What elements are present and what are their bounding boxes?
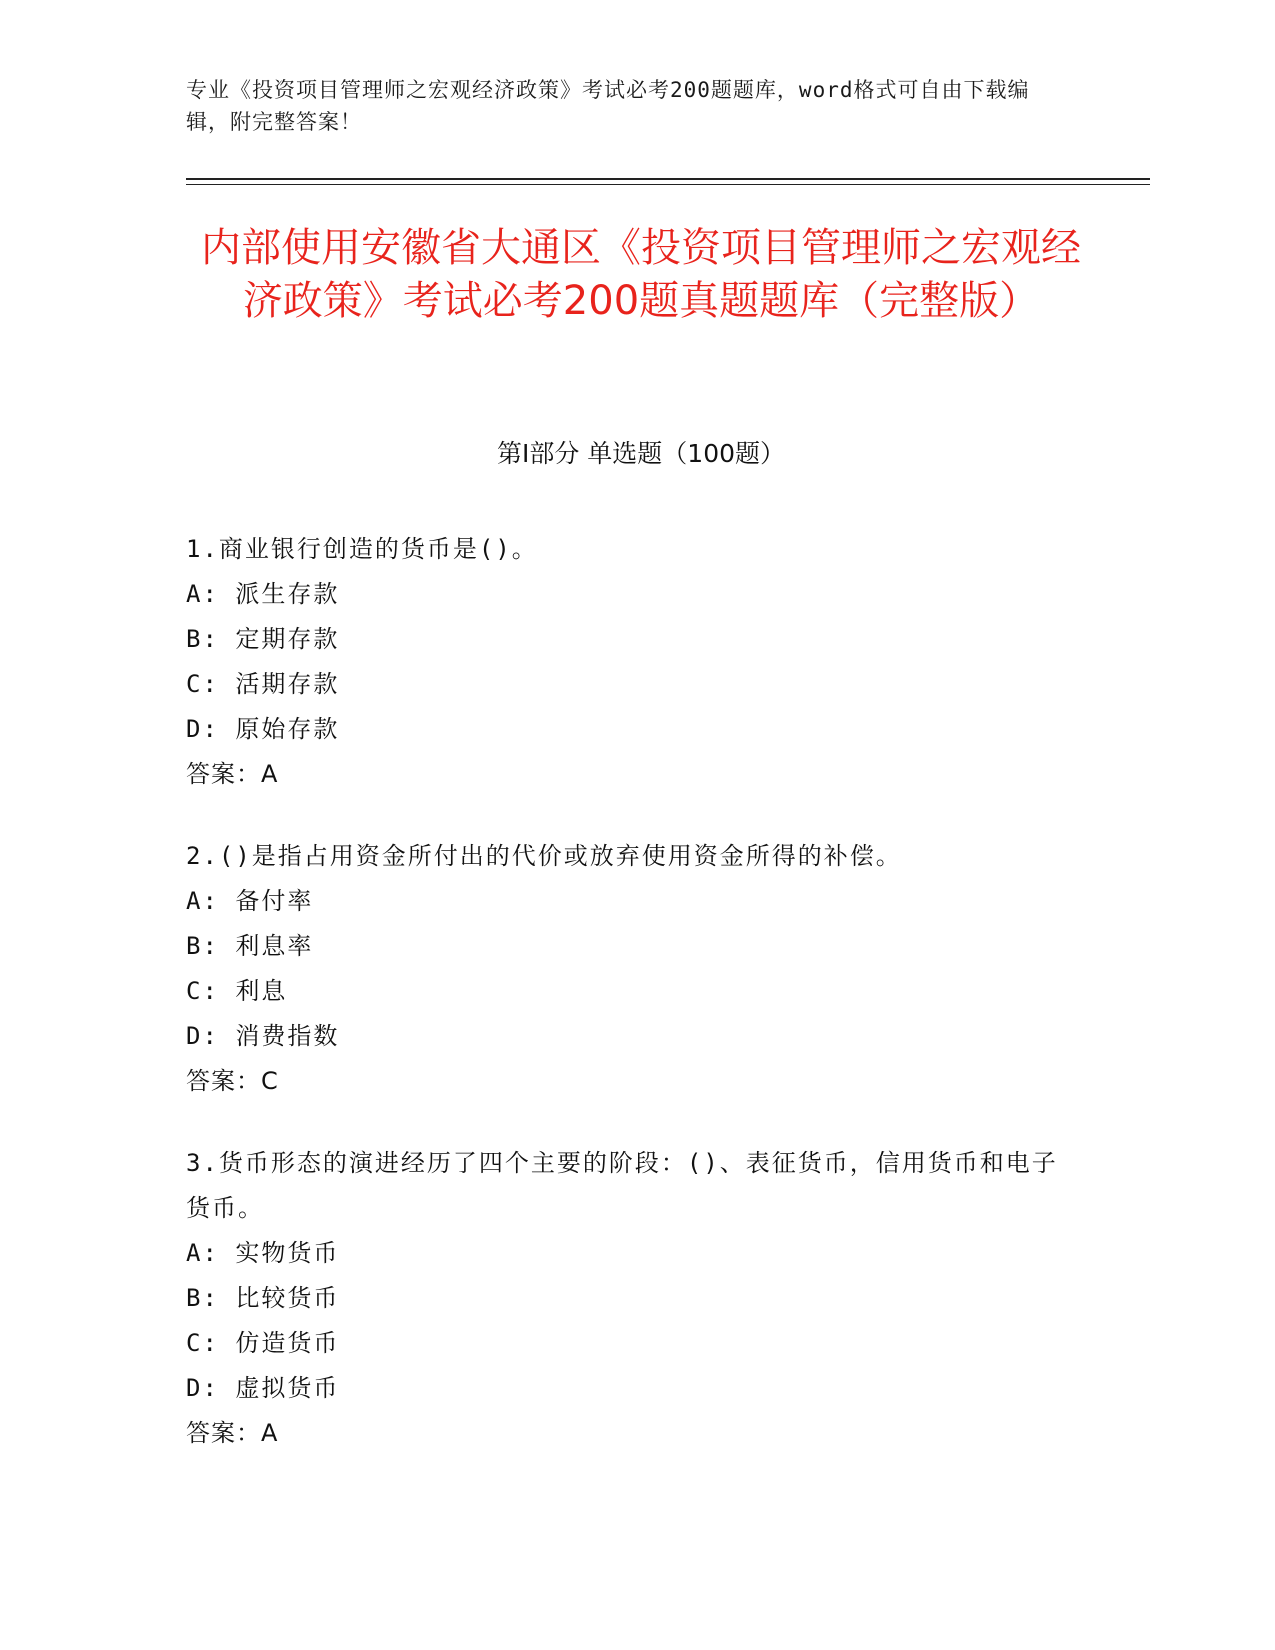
header-divider-thin <box>186 184 1150 185</box>
header-note: 专业《投资项目管理师之宏观经济政策》考试必考200题题库，word格式可自由下载编辑，附完整答案！ <box>186 78 1030 134</box>
question-item <box>186 834 1066 1104</box>
option-a: A: 派生存款 <box>186 580 340 608</box>
option-c: C: 活期存款 <box>186 670 340 698</box>
option-c: C: 仿造货币 <box>186 1329 340 1357</box>
option-d: D: 原始存款 <box>186 715 340 743</box>
option-b: B: 定期存款 <box>186 625 340 653</box>
answer: 答案：A <box>186 1419 279 1447</box>
question-list <box>186 527 1066 1493</box>
document-title: 内部使用安徽省大通区《投资项目管理师之宏观经济政策》考试必考200题真题题库（完整版） <box>201 225 1081 324</box>
option-d: D: 虚拟货币 <box>186 1374 340 1402</box>
header-divider <box>186 178 1150 180</box>
option-c: C: 利息 <box>186 977 288 1005</box>
option-a: A: 备付率 <box>186 887 314 915</box>
question-text: 1.商业银行创造的货币是()。 <box>186 535 538 563</box>
question-text: 3.货币形态的演进经历了四个主要的阶段：()、表征货币，信用货币和电子货币。 <box>186 1149 1058 1222</box>
question-item <box>186 527 1066 797</box>
answer: 答案：C <box>186 1067 279 1095</box>
option-b: B: 比较货币 <box>186 1284 340 1312</box>
question-text: 2.()是指占用资金所付出的代价或放弃使用资金所得的补偿。 <box>186 842 902 870</box>
option-a: A: 实物货币 <box>186 1239 340 1267</box>
option-d: D: 消费指数 <box>186 1022 340 1050</box>
section-title: 第Ⅰ部分 单选题（100题） <box>496 439 786 468</box>
question-item <box>186 1141 1066 1456</box>
option-b: B: 利息率 <box>186 932 314 960</box>
answer: 答案：A <box>186 760 279 788</box>
